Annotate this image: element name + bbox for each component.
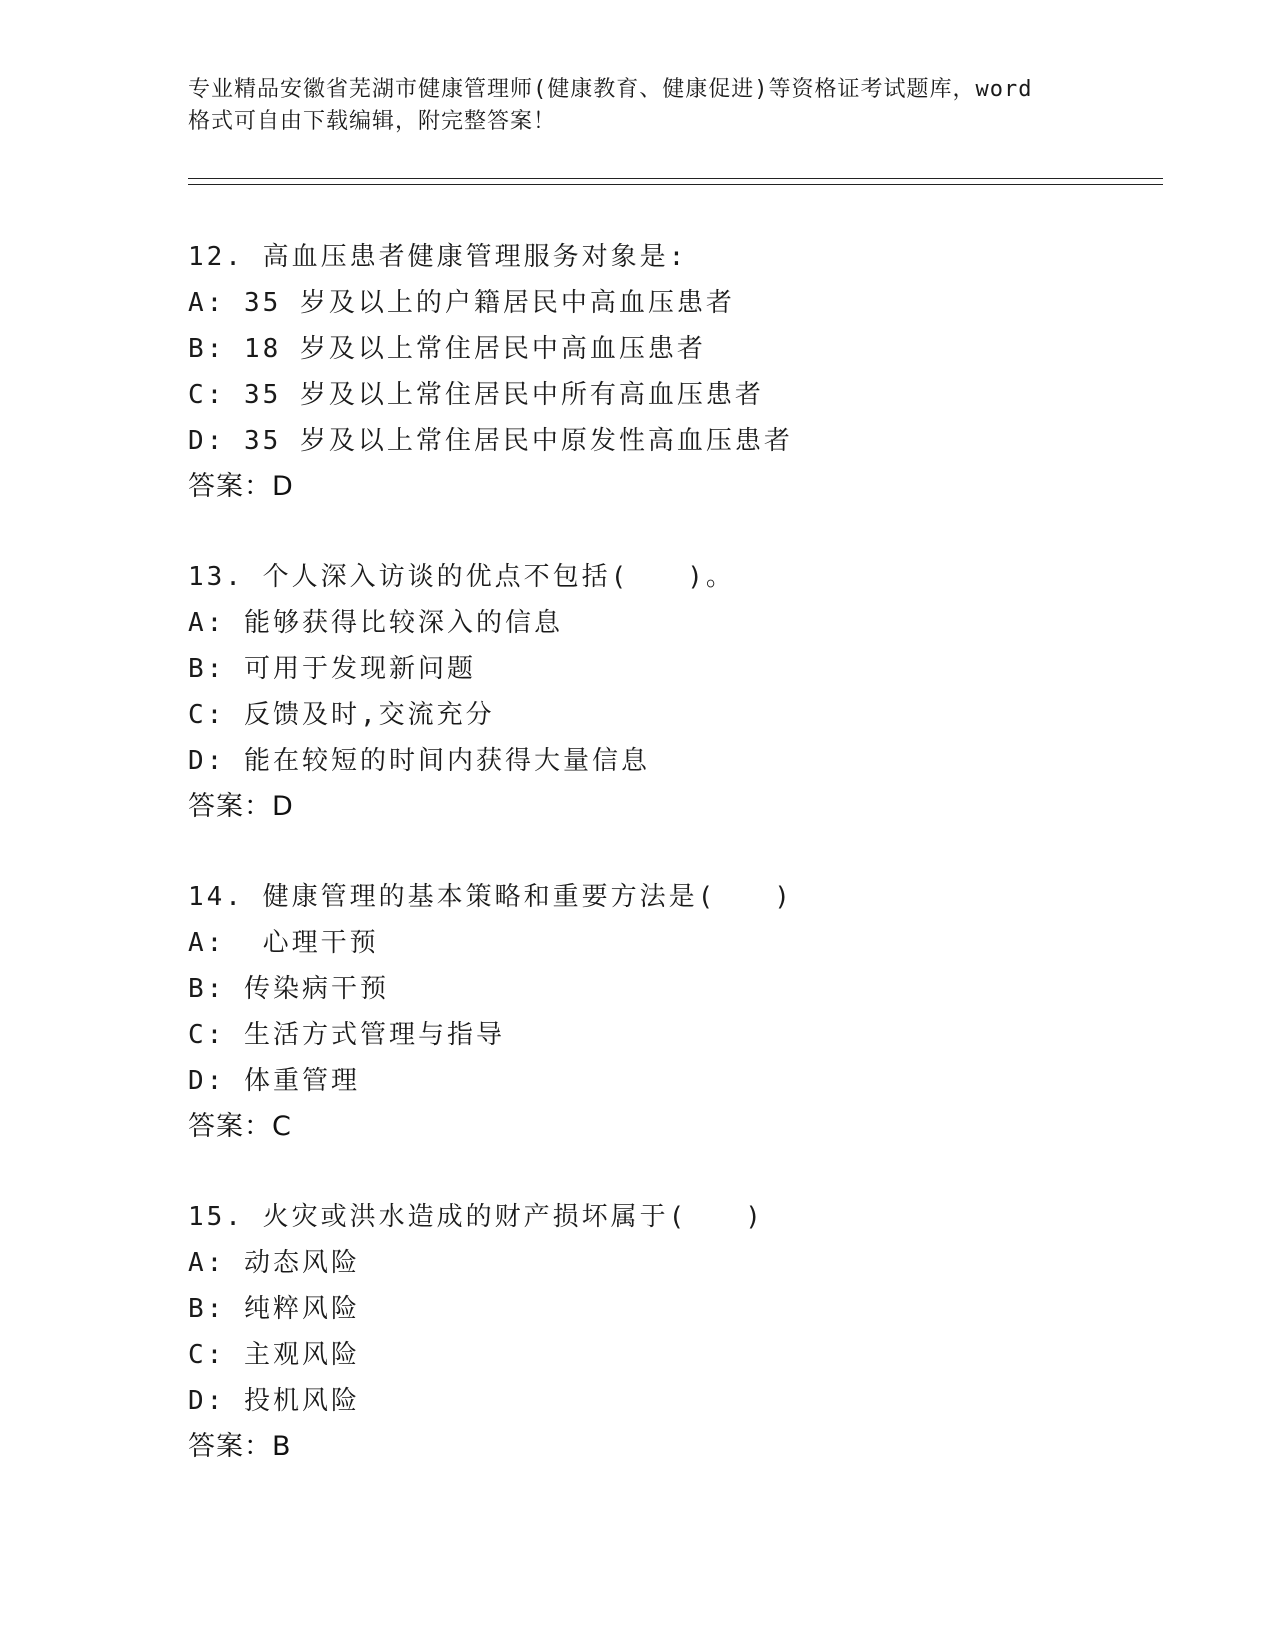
answer-line: 答案：C	[188, 1111, 292, 1142]
option-b: B: 可用于发现新问题	[188, 654, 476, 684]
answer-line: 答案：D	[188, 471, 294, 502]
option-c: C: 35 岁及以上常住居民中所有高血压患者	[188, 380, 764, 410]
option-c: C: 生活方式管理与指导	[188, 1020, 505, 1050]
question-stem: 13. 个人深入访谈的优点不包括( )。	[188, 562, 735, 592]
question-14	[188, 874, 1138, 1150]
question-12	[188, 234, 1138, 510]
option-a: A: 心理干预	[188, 928, 379, 958]
document-header	[188, 74, 1088, 138]
answer-line: 答案：D	[188, 791, 294, 822]
option-d: D: 35 岁及以上常住居民中原发性高血压患者	[188, 426, 793, 456]
header-divider-bottom	[188, 184, 1163, 185]
option-d: D: 体重管理	[188, 1066, 360, 1096]
question-15	[188, 1194, 1138, 1470]
option-d: D: 能在较短的时间内获得大量信息	[188, 746, 650, 776]
header-line-2: 格式可自由下载编辑，附完整答案！	[188, 109, 557, 134]
option-a: A: 能够获得比较深入的信息	[188, 608, 563, 638]
header-line-1: 专业精品安徽省芜湖市健康管理师(健康教育、健康促进)等资格证考试题库，word	[188, 77, 1033, 102]
option-a: A: 35 岁及以上的户籍居民中高血压患者	[188, 288, 735, 318]
answer-line: 答案：B	[188, 1431, 292, 1462]
option-b: B: 传染病干预	[188, 974, 389, 1004]
option-c: C: 主观风险	[188, 1340, 360, 1370]
question-stem: 12. 高血压患者健康管理服务对象是:	[188, 242, 688, 272]
option-b: B: 18 岁及以上常住居民中高血压患者	[188, 334, 706, 364]
question-13	[188, 554, 1138, 830]
option-b: B: 纯粹风险	[188, 1294, 360, 1324]
option-c: C: 反馈及时,交流充分	[188, 700, 495, 730]
header-divider-top	[188, 178, 1163, 179]
question-stem: 14. 健康管理的基本策略和重要方法是( )	[188, 882, 793, 912]
option-d: D: 投机风险	[188, 1386, 360, 1416]
question-stem: 15. 火灾或洪水造成的财产损坏属于( )	[188, 1202, 764, 1232]
option-a: A: 动态风险	[188, 1248, 360, 1278]
